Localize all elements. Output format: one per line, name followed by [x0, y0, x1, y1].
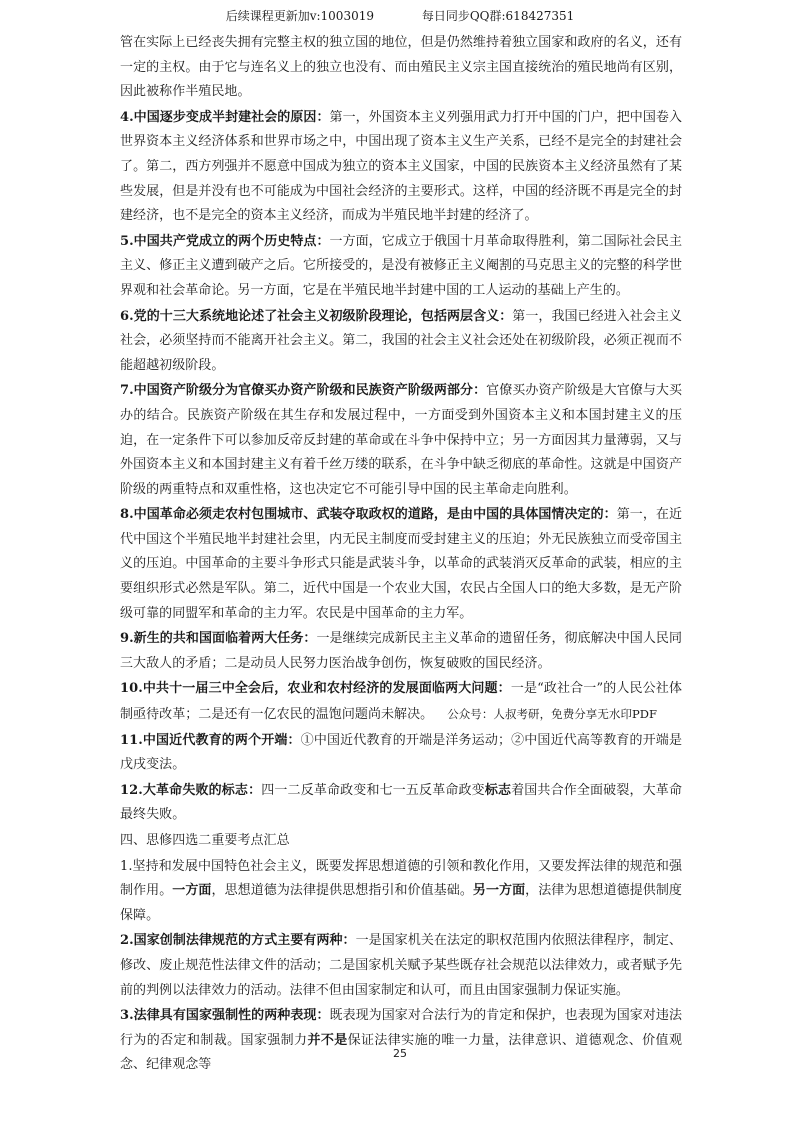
intro-paragraph: 管在实际上已经丧失拥有完整主权的独立国的地位，但是仍然维持着独立国家和政府的名义，还有一定的主权。由于它与连名义上的独立也没有、而由殖民主义宗主国直接统治的殖民地尚有区别，因此被称作半殖民地。: [120, 35, 682, 100]
point-8: [120, 503, 682, 626]
point-7: [120, 379, 682, 502]
header-wechat: 后续课程更新加v:1003019: [225, 9, 374, 23]
page-header: [0, 8, 800, 24]
point-12: [120, 779, 682, 828]
point-4-heading: 4.中国逐步变成半封建社会的原因：: [120, 109, 330, 125]
law-point-2-text: 一是国家机关在法定的职权范围内依照法律程序，制定、修改、废止规范性法律文件的活动；二是国家机关赋予某些既存社会规范以法律效力，或者赋予先前的判例以法律效力的活动。法律不但由国家制定和认可，而且由国家强制力保证实施。: [120, 933, 682, 998]
point-11: [120, 729, 682, 778]
point-8-text: 第一，在近代中国这个半殖民地半封建社会里，内无民主制度而受封建主义的压迫；外无民族独立而受帝国主义的压迫。中国革命的主要斗争形式只能是武装斗争，以革命的武装消灭反革命的武装，相应的主要组织形式必然是军队。第二，近代中国是一个农业大国，农民占全国人口的绝大多数，是无产阶级可靠的同盟军和革命的主力军。农民是中国革命的主力军。: [120, 507, 682, 621]
law-point-1-text-3: ，法律为思想道德提供制度保障。: [120, 883, 682, 923]
point-9-text: 一是继续完成新民主主义革命的遗留任务，彻底解决中国人民同三大敌人的矛盾；二是动员人民努力医治战争创伤，恢复破败的国民经济。: [120, 631, 682, 671]
law-point-3-heading: 3.法律具有国家强制性的两种表现：: [120, 1008, 330, 1024]
watermark-note: 公众号：人叔考研，免费分享无水印PDF: [447, 707, 658, 722]
point-12-heading: 12.大革命失败的标志：: [120, 782, 262, 798]
point-10-heading: 10.中共十一届三中全会后，农业和农村经济的发展面临两大问题：: [120, 681, 511, 697]
point-12-text: 四一二反革命政变和七一五反革命政变: [261, 782, 485, 798]
header-qq-group: 每日同步QQ群:618427351: [421, 9, 575, 23]
point-4-text: 第一，外国资本主义列强用武力打开中国的门户，把中国卷入世界资本主义经济体系和世界市场之中，中国出现了资本主义生产关系，已经不是完全的封建社会了。第二，西方列强并不愿意中国成为独立的资本主义国家，中国的民族资本主义经济虽然有了某些发展，但是并没有也不可能成为中国社会经济的主要形式。这样，中国的经济既不再是完全的封建经济，也不是完全的资本主义经济，而成为半殖民地半封建的经济了。: [120, 109, 683, 224]
point-12-heading-2: 标志: [484, 782, 512, 798]
point-11-heading: 11.中国近代教育的两个开端：: [120, 732, 301, 748]
point-10: [120, 677, 682, 727]
law-point-3-emph: 并不是: [307, 1032, 348, 1048]
point-6-heading: 6.党的十三大系统地论述了社会主义初级阶段理论，包括两层含义：: [120, 308, 513, 324]
law-point-3-text-2: 保证法律实施的唯一力量，法律意识、道德观念、价值观念、纪律观念等: [120, 1032, 682, 1073]
law-point-1-text-2: ，思想道德为法律提供思想指引和价值基础。: [211, 883, 473, 899]
law-point-1: [120, 855, 682, 929]
point-10-text: 一是“政社合一”的人民公社体制亟待改革；二是还有一亿农民的温饱问题尚未解决。: [120, 681, 682, 723]
point-9: [120, 627, 682, 676]
point-6-text: 第一，我国已经进入社会主义社会，必须坚持而不能离开社会主义。第二，我国的社会主义社会还处在初级阶段，必须正视而不能超越初级阶段。: [120, 308, 682, 373]
point-5: [120, 230, 682, 304]
law-point-1-text: 1.坚持和发展中国特色社会主义，既要发挥思想道德的引领和教化作用，又要发挥法律的规范和强制作用。: [120, 858, 682, 899]
law-point-1-emph-1: 一方面: [172, 883, 212, 899]
law-point-1-emph-2: 另一方面: [472, 883, 526, 899]
law-point-2: [120, 929, 682, 1003]
law-point-2-heading: 2.国家创制法律规范的方式主要有两种：: [120, 933, 356, 949]
point-8-heading: 8.中国革命必须走农村包围城市、武装夺取政权的道路，是由中国的具体国情决定的：: [120, 507, 617, 523]
section-title: 四、思修四选二重要考点汇总: [120, 833, 290, 848]
page-number: 25: [393, 1047, 407, 1060]
point-6: [120, 305, 682, 379]
point-7-heading: 7.中国资产阶级分为官僚买办资产阶级和民族资产阶级两部分：: [120, 383, 487, 399]
point-7-text: 官僚买办资产阶级是大官僚与大买办的结合。民族资产阶级在其生存和发展过程中，一方面受到外国资本主义和本国封建主义的压迫，在一定条件下可以参加反帝反封建的革命或在斗争中保持中立；另一方面因其力量薄弱，又与外国资本主义和本国封建主义有着千丝万缕的联系，在斗争中缺乏彻底的革命性。这就是中国资产阶级的两重特点和双重性格，这也决定它不可能引导中国的民主革命走向胜利。: [120, 383, 682, 497]
point-12-text-2: 着国共合作全面破裂，大革命最终失败。: [120, 782, 682, 823]
point-5-heading: 5.中国共产党成立的两个历史特点：: [120, 233, 330, 249]
document-body: [120, 31, 682, 1079]
point-9-heading: 9.新生的共和国面临着两大任务：: [120, 631, 317, 647]
point-11-text: ①中国近代教育的开端是洋务运动；②中国近代高等教育的开端是戊戌变法。: [120, 732, 683, 773]
law-point-3-text: 既表现为国家对合法行为的肯定和保护，也表现为国家对违法行为的否定和制裁。国家强制力: [120, 1008, 683, 1048]
point-5-text: 一方面，它成立于俄国十月革命取得胜利，第二国际社会民主主义、修正主义遭到破产之后。它所接受的，是没有被修正主义阉割的马克思主义的完整的科学世界观和社会革命论。另一方面，它是在半殖民地半封建中国的工人运动的基础上产生的。: [120, 233, 683, 298]
law-point-3: [120, 1004, 682, 1078]
point-4: [120, 106, 682, 229]
